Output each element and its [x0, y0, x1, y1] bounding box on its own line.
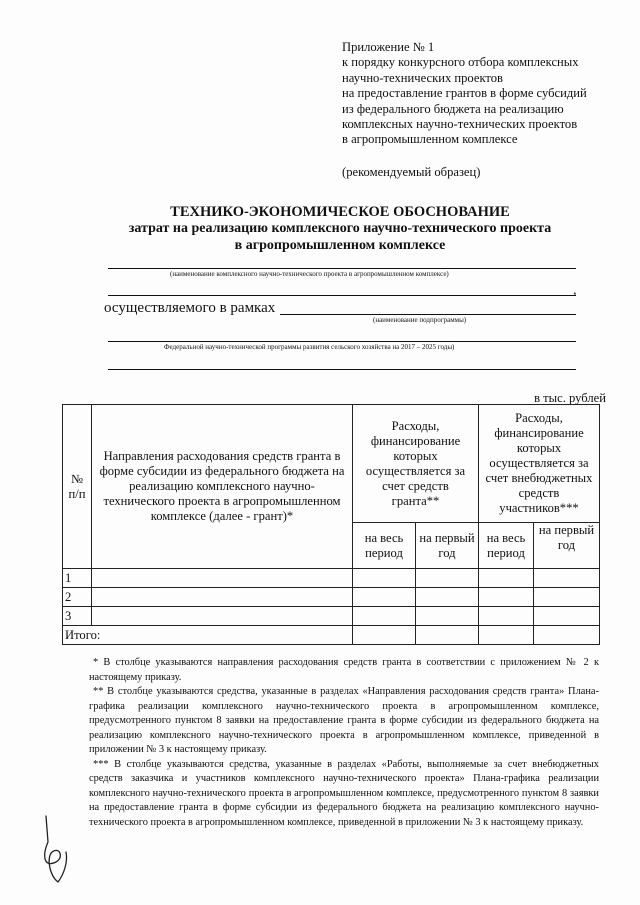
appendix-header	[342, 40, 632, 148]
row-number: 2	[63, 588, 92, 607]
document-subtitle-line2: в агропромышленном комплексе	[234, 238, 446, 253]
document-title: ТЕХНИКО-ЭКОНОМИЧЕСКОЕ ОБОСНОВАНИЕ	[170, 204, 510, 220]
appendix-line: в агропромышленном комплексе	[342, 132, 518, 147]
table-cell[interactable]	[92, 569, 353, 588]
table-row	[63, 588, 600, 607]
total-label: Итого:	[63, 626, 353, 645]
table-cell[interactable]	[416, 626, 479, 645]
document-subtitle-line1: затрат на реализацию комплексного научно-технического проекта	[128, 221, 552, 236]
header-num: № п/п	[63, 405, 92, 569]
table-cell[interactable]	[92, 588, 353, 607]
table-cell[interactable]	[416, 607, 479, 626]
appendix-line: к порядку конкурсного отбора комплексных	[342, 55, 579, 70]
appendix-line: на предоставление грантов в форме субсидий	[342, 86, 587, 101]
cost-table	[62, 404, 600, 645]
footnote-3: *** В столбце указываются средства, указанные в разделах «Работы, выполняемые за счет внебюджетных средств заказчика и участников комплексного научно-технического проекта» Плана-графика реализации комплексного научно-технического проекта в агропромышленном комплексе, предусмотренного пунктом 8 заявки на предоставление гранта в форме субсидии из федерального бюджета на реализацию комплексного научно-технического проекта в агропромышленном комплексе, приведенной в приложении № 3 к настоящему приказу.	[89, 758, 599, 828]
project-name-line[interactable]	[108, 268, 576, 269]
table-row	[63, 569, 600, 588]
table-cell[interactable]	[479, 569, 534, 588]
subheader-grant-whole: на весь период	[353, 523, 416, 569]
appendix-line: научно-технических проектов	[342, 70, 503, 85]
row-number: 3	[63, 607, 92, 626]
total-row	[63, 626, 600, 645]
table-cell[interactable]	[534, 626, 600, 645]
appendix-line: Приложение № 1	[342, 40, 435, 54]
framework-label: осуществляемого в рамках	[104, 300, 276, 316]
row-number: 1	[63, 569, 92, 588]
table-cell[interactable]	[353, 626, 416, 645]
table-cell[interactable]	[479, 607, 534, 626]
table-cell[interactable]	[534, 588, 600, 607]
footnote-1: * В столбце указываются направления расходования средств гранта в соответствии с приложением № 2 к настоящему приказу.	[89, 657, 599, 683]
project-name-line-2[interactable]	[108, 295, 576, 296]
table-cell[interactable]	[479, 626, 534, 645]
table-cell[interactable]	[416, 569, 479, 588]
subheader-extra-whole: на весь период	[479, 523, 534, 569]
table-cell[interactable]	[479, 588, 534, 607]
table-cell[interactable]	[534, 569, 600, 588]
units-label: в тыс. рублей	[534, 391, 606, 405]
program-caption: Федеральной научно-технической программы развития сельского хозяйства на 2017 – 2025 годы)	[164, 343, 455, 351]
table-cell[interactable]	[353, 569, 416, 588]
handwritten-signature	[38, 812, 78, 892]
recommended-sample-note: (рекомендуемый образец)	[342, 165, 481, 179]
table-cell[interactable]	[92, 607, 353, 626]
table-cell[interactable]	[353, 588, 416, 607]
program-line[interactable]	[108, 341, 576, 342]
subprogram-line[interactable]	[280, 314, 576, 315]
table-cell[interactable]	[416, 588, 479, 607]
project-name-caption: (наименование комплексного научно-технического проекта в агропромышленном комплексе)	[170, 270, 449, 278]
comma: ,	[573, 283, 577, 298]
table-cell[interactable]	[534, 607, 600, 626]
table-row	[63, 607, 600, 626]
subprogram-caption: (наименование подпрограммы)	[373, 316, 467, 324]
subheader-grant-first: на первый год	[416, 523, 479, 569]
header-grant: Расходы, финансирование которых осуществляется за счет средств гранта**	[353, 405, 479, 523]
footnotes	[89, 656, 599, 830]
header-extrabudgetary: Расходы, финансирование которых осуществляется за счет внебюджетных средств участников***	[479, 405, 600, 523]
table-cell[interactable]	[353, 607, 416, 626]
program-line-2[interactable]	[108, 369, 576, 370]
footnote-2: ** В столбце указываются средства, указанные в разделах «Направления расходования средств гранта» Плана-графика реализации комплексного научно-технического проекта в агропромышленном комплексе, предусмотренного пунктом 8 заявки на предоставление гранта в форме субсидии из федерального бюджета на реализацию комплексного научно-технического проекта в агропромышленном комплексе, приведенной в приложении № 3 к настоящему приказу.	[89, 686, 599, 755]
subheader-extra-first: на первый год	[534, 523, 600, 569]
header-direction: Направления расходования средств гранта в форме субсидии из федерального бюджета на реализацию комплексного научно-технического проекта в агропромышленном комплексе (далее - грант)*	[92, 405, 353, 569]
appendix-line: из федерального бюджета на реализацию	[342, 101, 564, 116]
appendix-line: комплексных научно-технических проектов	[342, 117, 578, 132]
